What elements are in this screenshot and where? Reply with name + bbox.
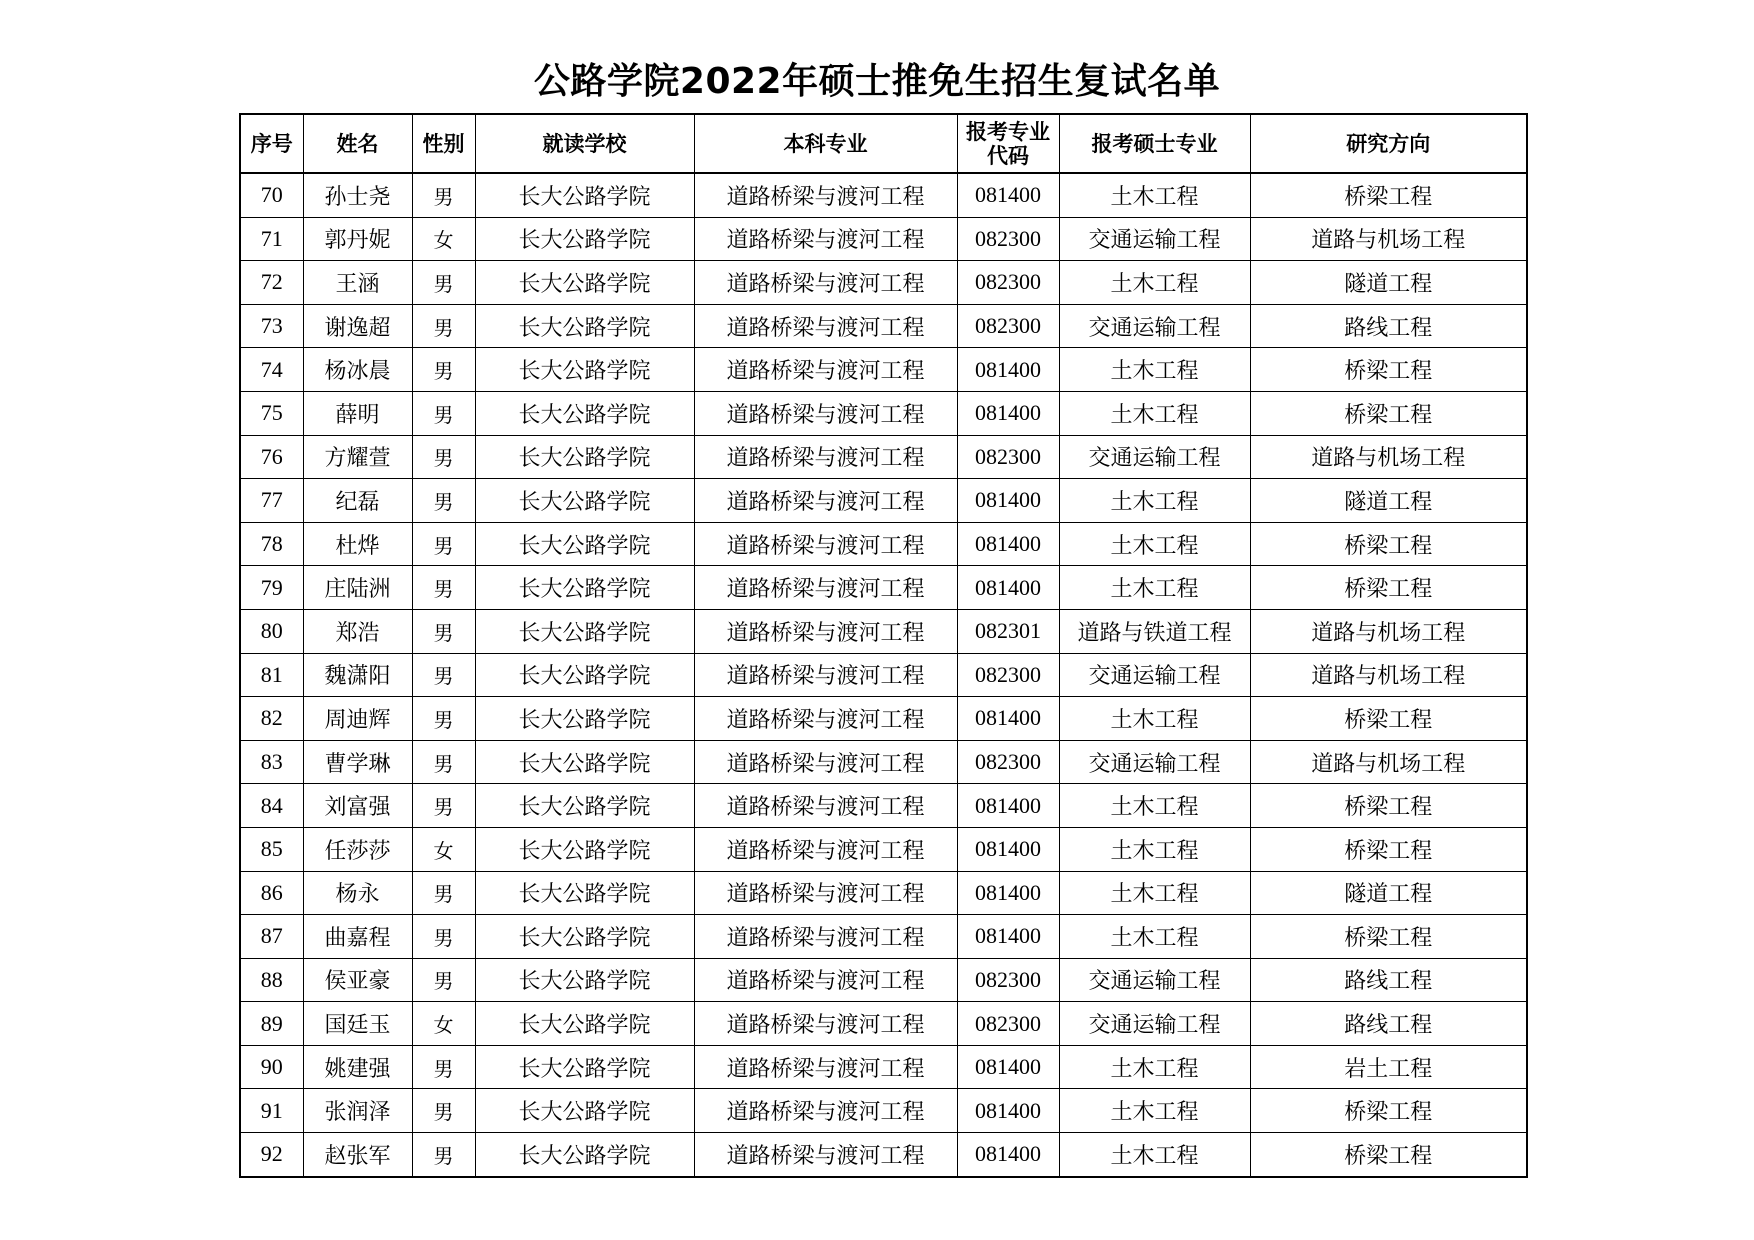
gender-cell: 男: [412, 653, 475, 697]
undergrad-major-cell: 道路桥梁与渡河工程: [694, 1133, 957, 1177]
undergrad-major-cell: 道路桥梁与渡河工程: [694, 740, 957, 784]
master-major-cell: 土木工程: [1059, 871, 1250, 915]
table-row: [240, 261, 1527, 305]
major-code-cell: 082300: [957, 261, 1059, 305]
table-row: [240, 217, 1527, 261]
undergrad-major-cell: 道路桥梁与渡河工程: [694, 697, 957, 741]
research-direction-cell: 桥梁工程: [1250, 697, 1527, 741]
school-cell: 长大公路学院: [475, 958, 694, 1002]
index-cell: 76: [240, 435, 303, 479]
table-row: [240, 1045, 1527, 1089]
column-header-major-code: 报考专业代码: [957, 114, 1059, 173]
major-code-cell: 082301: [957, 609, 1059, 653]
index-cell: 74: [240, 348, 303, 392]
school-cell: 长大公路学院: [475, 261, 694, 305]
master-major-cell: 土木工程: [1059, 522, 1250, 566]
gender-cell: 男: [412, 740, 475, 784]
school-cell: 长大公路学院: [475, 304, 694, 348]
major-code-cell: 081400: [957, 1089, 1059, 1133]
index-cell: 84: [240, 784, 303, 828]
admission-roster-table: [239, 113, 1528, 1178]
research-direction-cell: 道路与机场工程: [1250, 653, 1527, 697]
name-cell: 郑浩: [303, 609, 412, 653]
index-cell: 83: [240, 740, 303, 784]
master-major-cell: 土木工程: [1059, 784, 1250, 828]
school-cell: 长大公路学院: [475, 740, 694, 784]
major-code-cell: 082300: [957, 304, 1059, 348]
name-cell: 杜烨: [303, 522, 412, 566]
undergrad-major-cell: 道路桥梁与渡河工程: [694, 784, 957, 828]
master-major-cell: 土木工程: [1059, 391, 1250, 435]
index-cell: 75: [240, 391, 303, 435]
undergrad-major-cell: 道路桥梁与渡河工程: [694, 391, 957, 435]
name-cell: 国廷玉: [303, 1002, 412, 1046]
gender-cell: 男: [412, 1133, 475, 1177]
index-cell: 70: [240, 173, 303, 217]
master-major-cell: 道路与铁道工程: [1059, 609, 1250, 653]
table-body: [240, 173, 1527, 1177]
school-cell: 长大公路学院: [475, 653, 694, 697]
name-cell: 庄陆洲: [303, 566, 412, 610]
research-direction-cell: 隧道工程: [1250, 261, 1527, 305]
index-cell: 82: [240, 697, 303, 741]
name-cell: 孙士尧: [303, 173, 412, 217]
research-direction-cell: 道路与机场工程: [1250, 740, 1527, 784]
name-cell: 赵张军: [303, 1133, 412, 1177]
index-cell: 71: [240, 217, 303, 261]
school-cell: 长大公路学院: [475, 1133, 694, 1177]
research-direction-cell: 隧道工程: [1250, 871, 1527, 915]
table-header: [240, 114, 1527, 173]
table-row: [240, 697, 1527, 741]
name-cell: 杨冰晨: [303, 348, 412, 392]
major-code-cell: 081400: [957, 1133, 1059, 1177]
index-cell: 89: [240, 1002, 303, 1046]
name-cell: 张润泽: [303, 1089, 412, 1133]
table-row: [240, 653, 1527, 697]
table-row: [240, 827, 1527, 871]
undergrad-major-cell: 道路桥梁与渡河工程: [694, 173, 957, 217]
undergrad-major-cell: 道路桥梁与渡河工程: [694, 217, 957, 261]
name-cell: 任莎莎: [303, 827, 412, 871]
research-direction-cell: 桥梁工程: [1250, 522, 1527, 566]
table-row: [240, 479, 1527, 523]
table-row: [240, 609, 1527, 653]
index-cell: 92: [240, 1133, 303, 1177]
school-cell: 长大公路学院: [475, 915, 694, 959]
gender-cell: 男: [412, 173, 475, 217]
major-code-cell: 082300: [957, 1002, 1059, 1046]
undergrad-major-cell: 道路桥梁与渡河工程: [694, 566, 957, 610]
index-cell: 86: [240, 871, 303, 915]
table-row: [240, 522, 1527, 566]
gender-cell: 男: [412, 1089, 475, 1133]
gender-cell: 男: [412, 566, 475, 610]
master-major-cell: 交通运输工程: [1059, 740, 1250, 784]
undergrad-major-cell: 道路桥梁与渡河工程: [694, 1089, 957, 1133]
school-cell: 长大公路学院: [475, 217, 694, 261]
major-code-cell: 082300: [957, 217, 1059, 261]
major-code-cell: 081400: [957, 479, 1059, 523]
master-major-cell: 土木工程: [1059, 827, 1250, 871]
school-cell: 长大公路学院: [475, 1045, 694, 1089]
gender-cell: 男: [412, 1045, 475, 1089]
research-direction-cell: 桥梁工程: [1250, 1133, 1527, 1177]
school-cell: 长大公路学院: [475, 391, 694, 435]
major-code-cell: 081400: [957, 522, 1059, 566]
undergrad-major-cell: 道路桥梁与渡河工程: [694, 479, 957, 523]
gender-cell: 男: [412, 958, 475, 1002]
undergrad-major-cell: 道路桥梁与渡河工程: [694, 653, 957, 697]
index-cell: 88: [240, 958, 303, 1002]
research-direction-cell: 路线工程: [1250, 1002, 1527, 1046]
research-direction-cell: 路线工程: [1250, 304, 1527, 348]
table-row: [240, 566, 1527, 610]
column-header-name: 姓名: [303, 114, 412, 173]
research-direction-cell: 隧道工程: [1250, 479, 1527, 523]
school-cell: 长大公路学院: [475, 479, 694, 523]
gender-cell: 男: [412, 784, 475, 828]
index-cell: 81: [240, 653, 303, 697]
index-cell: 78: [240, 522, 303, 566]
research-direction-cell: 桥梁工程: [1250, 1089, 1527, 1133]
undergrad-major-cell: 道路桥梁与渡河工程: [694, 827, 957, 871]
name-cell: 侯亚豪: [303, 958, 412, 1002]
master-major-cell: 土木工程: [1059, 566, 1250, 610]
master-major-cell: 土木工程: [1059, 173, 1250, 217]
index-cell: 79: [240, 566, 303, 610]
name-cell: 刘富强: [303, 784, 412, 828]
table-row: [240, 1133, 1527, 1177]
table-row: [240, 740, 1527, 784]
name-cell: 姚建强: [303, 1045, 412, 1089]
undergrad-major-cell: 道路桥梁与渡河工程: [694, 304, 957, 348]
index-cell: 73: [240, 304, 303, 348]
master-major-cell: 交通运输工程: [1059, 217, 1250, 261]
column-header-master-major: 报考硕士专业: [1059, 114, 1250, 173]
table-row: [240, 1002, 1527, 1046]
school-cell: 长大公路学院: [475, 609, 694, 653]
gender-cell: 男: [412, 871, 475, 915]
undergrad-major-cell: 道路桥梁与渡河工程: [694, 871, 957, 915]
school-cell: 长大公路学院: [475, 566, 694, 610]
name-cell: 王涵: [303, 261, 412, 305]
school-cell: 长大公路学院: [475, 435, 694, 479]
gender-cell: 男: [412, 479, 475, 523]
undergrad-major-cell: 道路桥梁与渡河工程: [694, 261, 957, 305]
column-header-undergrad-major: 本科专业: [694, 114, 957, 173]
index-cell: 85: [240, 827, 303, 871]
name-cell: 周迪辉: [303, 697, 412, 741]
table-row: [240, 958, 1527, 1002]
master-major-cell: 交通运输工程: [1059, 958, 1250, 1002]
gender-cell: 男: [412, 304, 475, 348]
school-cell: 长大公路学院: [475, 522, 694, 566]
gender-cell: 男: [412, 391, 475, 435]
gender-cell: 男: [412, 435, 475, 479]
gender-cell: 男: [412, 697, 475, 741]
master-major-cell: 交通运输工程: [1059, 1002, 1250, 1046]
name-cell: 谢逸超: [303, 304, 412, 348]
master-major-cell: 土木工程: [1059, 479, 1250, 523]
table-row: [240, 915, 1527, 959]
undergrad-major-cell: 道路桥梁与渡河工程: [694, 1002, 957, 1046]
master-major-cell: 交通运输工程: [1059, 653, 1250, 697]
index-cell: 80: [240, 609, 303, 653]
index-cell: 72: [240, 261, 303, 305]
school-cell: 长大公路学院: [475, 827, 694, 871]
table-row: [240, 1089, 1527, 1133]
major-code-cell: 081400: [957, 915, 1059, 959]
undergrad-major-cell: 道路桥梁与渡河工程: [694, 522, 957, 566]
school-cell: 长大公路学院: [475, 697, 694, 741]
gender-cell: 男: [412, 609, 475, 653]
name-cell: 纪磊: [303, 479, 412, 523]
table-row: [240, 784, 1527, 828]
name-cell: 郭丹妮: [303, 217, 412, 261]
research-direction-cell: 桥梁工程: [1250, 348, 1527, 392]
school-cell: 长大公路学院: [475, 871, 694, 915]
gender-cell: 男: [412, 261, 475, 305]
name-cell: 曲嘉程: [303, 915, 412, 959]
column-header-gender: 性别: [412, 114, 475, 173]
research-direction-cell: 道路与机场工程: [1250, 435, 1527, 479]
column-header-school: 就读学校: [475, 114, 694, 173]
major-code-cell: 081400: [957, 697, 1059, 741]
name-cell: 方耀萱: [303, 435, 412, 479]
master-major-cell: 土木工程: [1059, 1133, 1250, 1177]
major-code-cell: 082300: [957, 435, 1059, 479]
master-major-cell: 土木工程: [1059, 1089, 1250, 1133]
master-major-cell: 土木工程: [1059, 348, 1250, 392]
master-major-cell: 土木工程: [1059, 697, 1250, 741]
index-cell: 91: [240, 1089, 303, 1133]
research-direction-cell: 岩土工程: [1250, 1045, 1527, 1089]
gender-cell: 女: [412, 827, 475, 871]
major-code-cell: 082300: [957, 740, 1059, 784]
school-cell: 长大公路学院: [475, 1089, 694, 1133]
table-row: [240, 173, 1527, 217]
header-row: [240, 114, 1527, 173]
school-cell: 长大公路学院: [475, 1002, 694, 1046]
research-direction-cell: 桥梁工程: [1250, 827, 1527, 871]
school-cell: 长大公路学院: [475, 348, 694, 392]
name-cell: 薛明: [303, 391, 412, 435]
research-direction-cell: 桥梁工程: [1250, 784, 1527, 828]
master-major-cell: 交通运输工程: [1059, 304, 1250, 348]
school-cell: 长大公路学院: [475, 784, 694, 828]
table-row: [240, 348, 1527, 392]
undergrad-major-cell: 道路桥梁与渡河工程: [694, 915, 957, 959]
index-cell: 87: [240, 915, 303, 959]
gender-cell: 男: [412, 522, 475, 566]
major-code-cell: 081400: [957, 566, 1059, 610]
table-row: [240, 435, 1527, 479]
school-cell: 长大公路学院: [475, 173, 694, 217]
gender-cell: 女: [412, 217, 475, 261]
master-major-cell: 土木工程: [1059, 261, 1250, 305]
name-cell: 杨永: [303, 871, 412, 915]
master-major-cell: 土木工程: [1059, 915, 1250, 959]
gender-cell: 男: [412, 348, 475, 392]
table-row: [240, 391, 1527, 435]
major-code-cell: 081400: [957, 827, 1059, 871]
research-direction-cell: 桥梁工程: [1250, 391, 1527, 435]
index-cell: 77: [240, 479, 303, 523]
table-row: [240, 304, 1527, 348]
major-code-cell: 081400: [957, 784, 1059, 828]
major-code-cell: 081400: [957, 348, 1059, 392]
master-major-cell: 交通运输工程: [1059, 435, 1250, 479]
column-header-index: 序号: [240, 114, 303, 173]
table-row: [240, 871, 1527, 915]
undergrad-major-cell: 道路桥梁与渡河工程: [694, 958, 957, 1002]
major-code-cell: 081400: [957, 1045, 1059, 1089]
gender-cell: 女: [412, 1002, 475, 1046]
major-code-cell: 081400: [957, 173, 1059, 217]
research-direction-cell: 桥梁工程: [1250, 566, 1527, 610]
research-direction-cell: 桥梁工程: [1250, 173, 1527, 217]
major-code-cell: 081400: [957, 391, 1059, 435]
document-title: 公路学院2022年硕士推免生招生复试名单: [533, 61, 1221, 102]
name-cell: 曹学琳: [303, 740, 412, 784]
research-direction-cell: 桥梁工程: [1250, 915, 1527, 959]
research-direction-cell: 道路与机场工程: [1250, 217, 1527, 261]
undergrad-major-cell: 道路桥梁与渡河工程: [694, 609, 957, 653]
column-header-research-direction: 研究方向: [1250, 114, 1527, 173]
major-code-cell: 082300: [957, 653, 1059, 697]
name-cell: 魏潇阳: [303, 653, 412, 697]
master-major-cell: 土木工程: [1059, 1045, 1250, 1089]
undergrad-major-cell: 道路桥梁与渡河工程: [694, 348, 957, 392]
major-code-cell: 082300: [957, 958, 1059, 1002]
major-code-cell: 081400: [957, 871, 1059, 915]
undergrad-major-cell: 道路桥梁与渡河工程: [694, 435, 957, 479]
research-direction-cell: 路线工程: [1250, 958, 1527, 1002]
undergrad-major-cell: 道路桥梁与渡河工程: [694, 1045, 957, 1089]
gender-cell: 男: [412, 915, 475, 959]
index-cell: 90: [240, 1045, 303, 1089]
research-direction-cell: 道路与机场工程: [1250, 609, 1527, 653]
